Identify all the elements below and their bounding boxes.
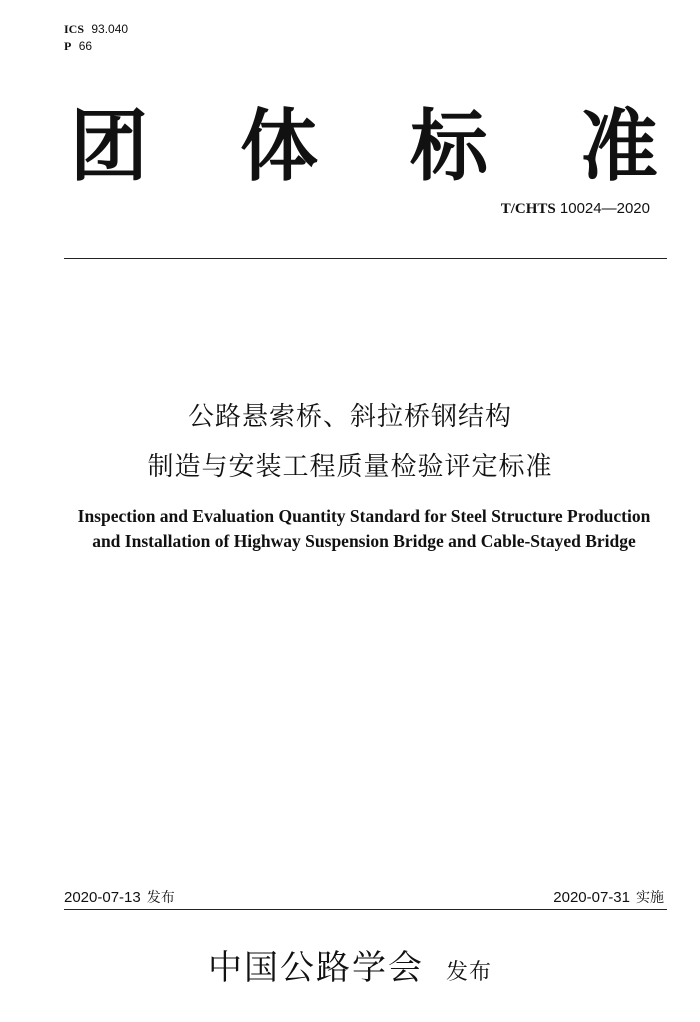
issue-label: 发布 (146, 890, 175, 906)
publisher-name: 中国公路学会 (207, 948, 424, 988)
ics-code: 93.040 (91, 22, 129, 36)
top-divider (64, 258, 667, 259)
effective-date-block (553, 887, 664, 907)
chinese-title-line-2: 制造与安装工程质量检验评定标准 (147, 452, 553, 482)
standard-number (501, 200, 650, 218)
doc-type-char-3: 标 (409, 102, 488, 192)
doc-type-char-2: 体 (239, 102, 318, 192)
bottom-divider (64, 909, 667, 910)
ccs-label: P (64, 39, 72, 53)
ics-line (64, 21, 128, 38)
publisher-block (0, 940, 700, 989)
standard-prefix: T/CHTS (500, 201, 556, 217)
classification-codes (64, 21, 128, 55)
issue-date-block (64, 887, 175, 907)
doc-type-char-4: 准 (579, 102, 658, 192)
ics-label: ICS (64, 22, 85, 36)
document-type-title (64, 95, 664, 192)
doc-type-char-1: 团 (69, 102, 148, 192)
ccs-line (64, 38, 128, 55)
english-title-line-1: Inspection and Evaluation Quantity Standard for Steel Structure Production (77, 506, 651, 526)
publisher-label: 发布 (445, 960, 492, 985)
standard-code: 10024—2020 (559, 200, 650, 217)
effective-label: 实施 (636, 890, 664, 906)
issue-date: 2020-07-13 (64, 889, 141, 906)
english-title-line-2: and Installation of Highway Suspension Bridge and Cable-Stayed Bridge (92, 531, 636, 551)
effective-date: 2020-07-31 (553, 889, 630, 906)
chinese-title-line-1: 公路悬索桥、斜拉桥钢结构 (187, 402, 512, 432)
ccs-code: 66 (78, 39, 93, 53)
